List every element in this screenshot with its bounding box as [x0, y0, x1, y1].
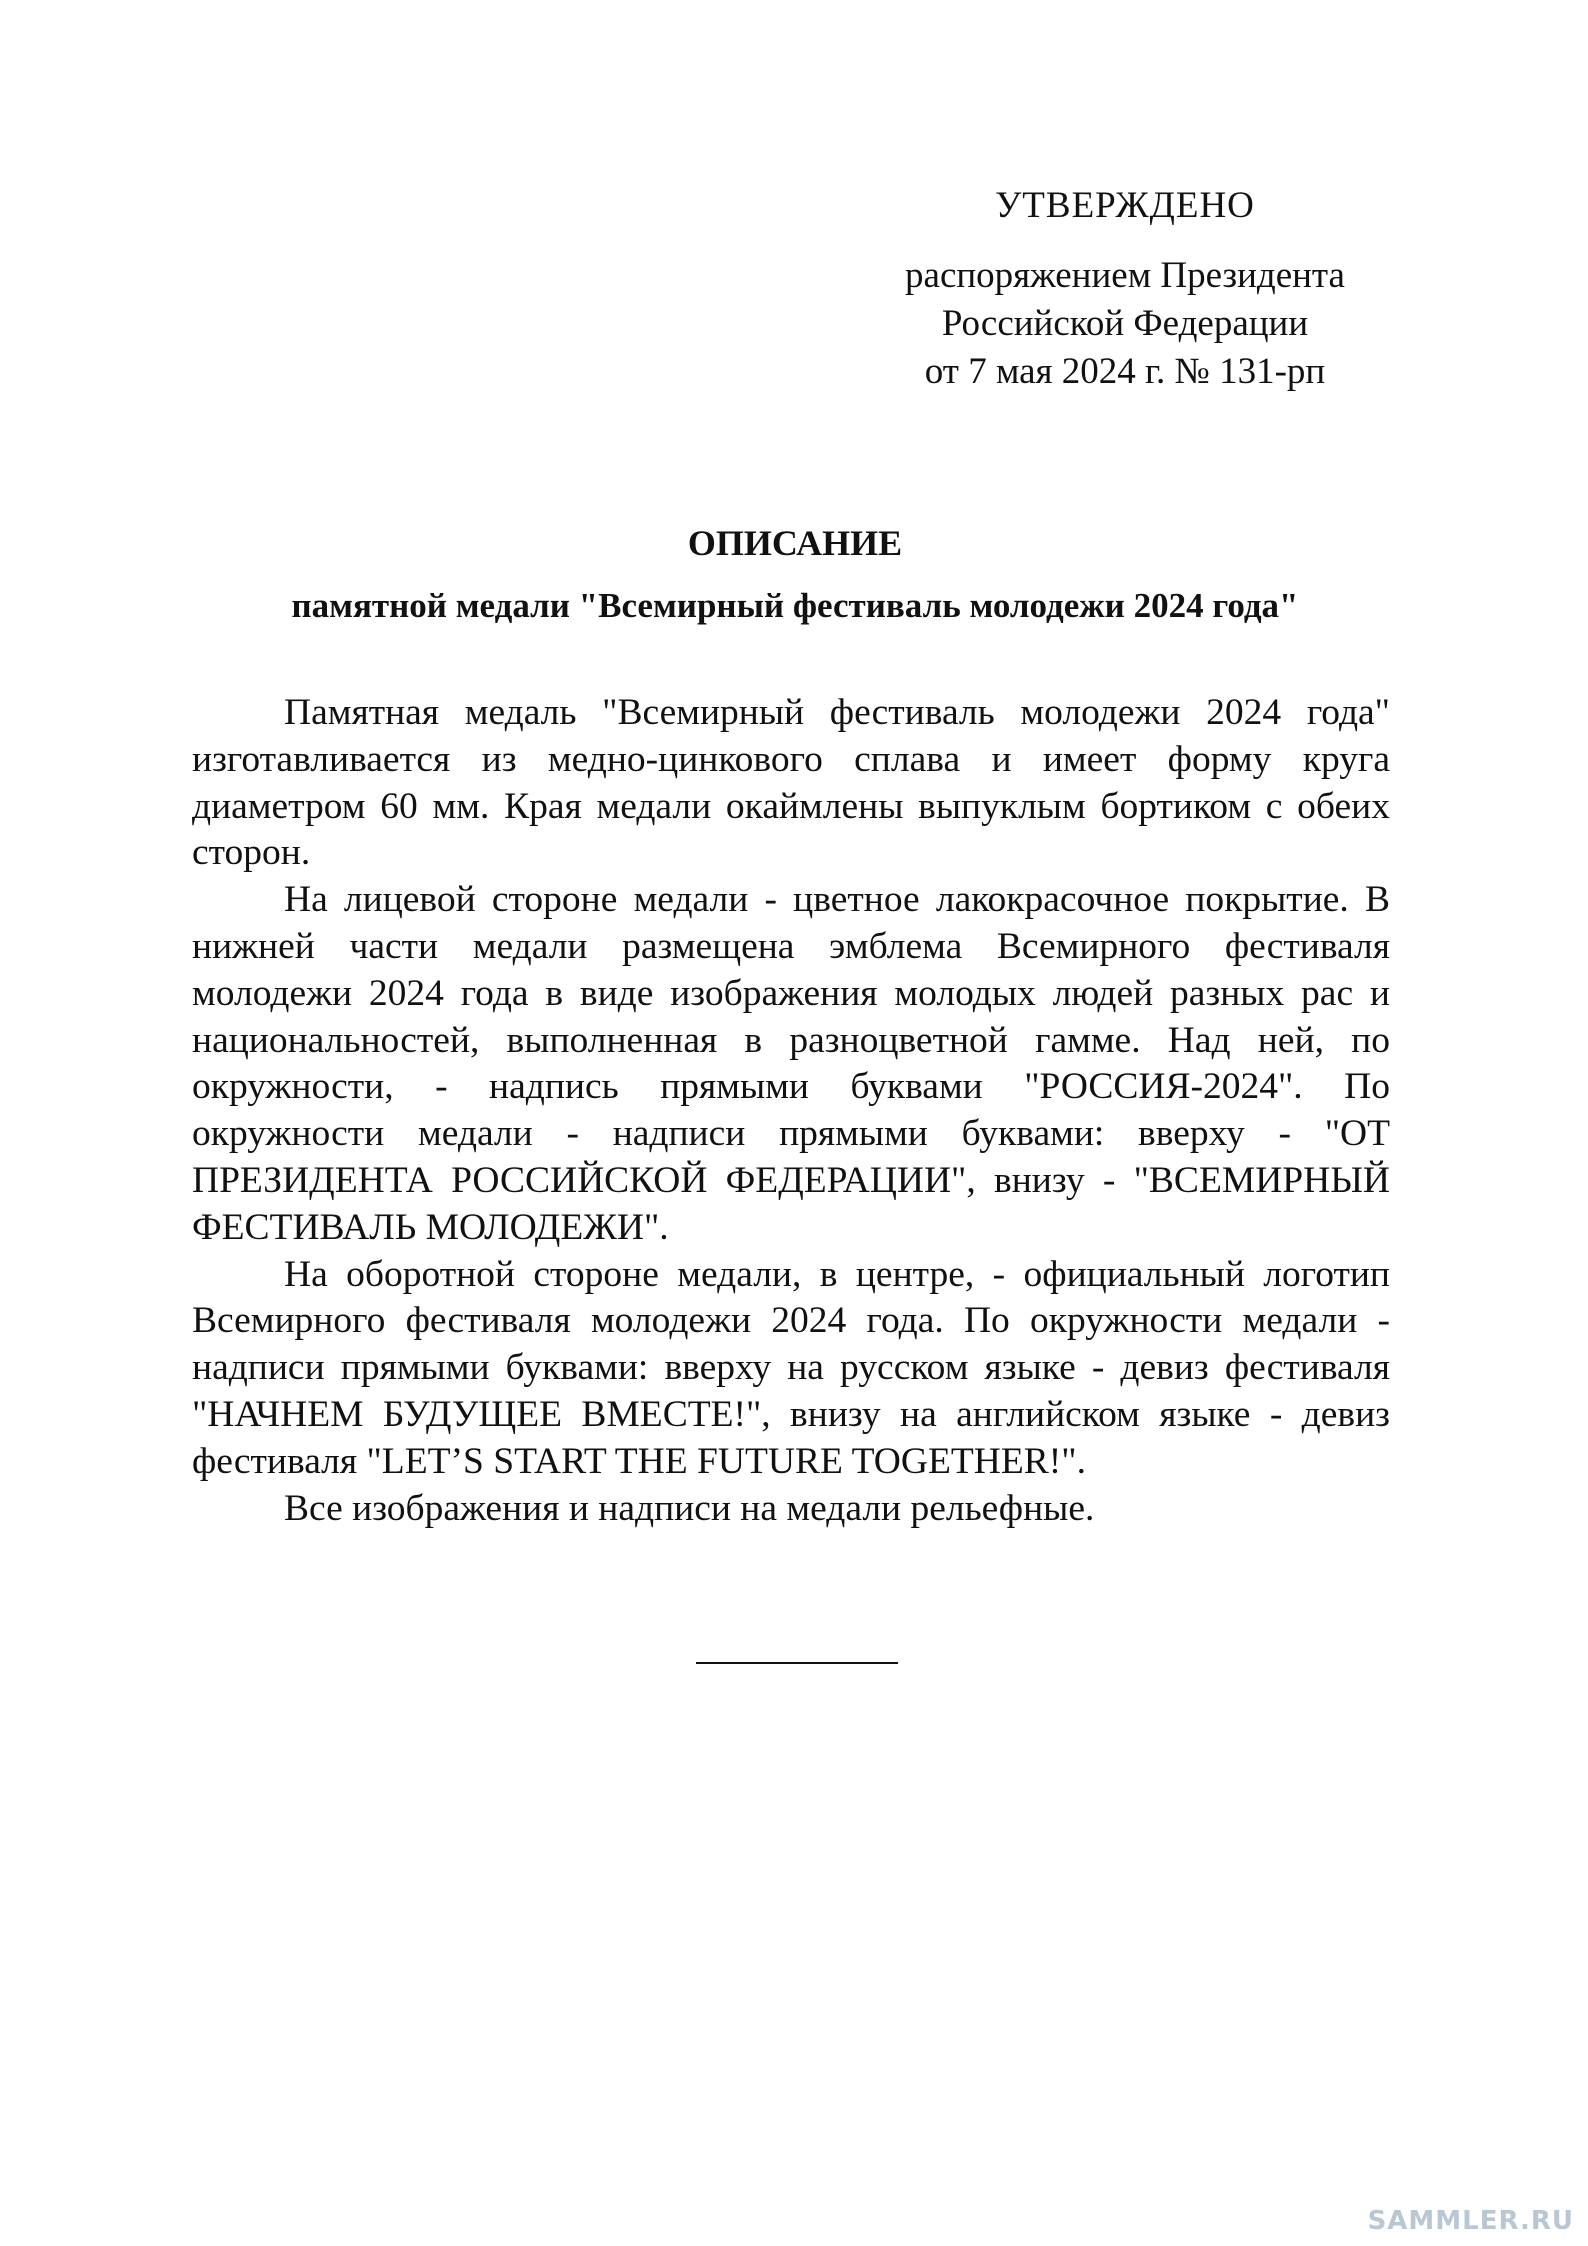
approval-block — [860, 182, 1390, 396]
document-body — [192, 690, 1390, 1532]
approval-line-1: распоряжением Президента — [905, 255, 1345, 296]
approval-line-2: Российской Федерации — [941, 303, 1309, 344]
approval-heading: УТВЕРЖДЕНО — [995, 185, 1255, 226]
paragraph-4: Все изображения и надписи на медали рельефные. — [284, 1487, 1095, 1529]
approval-line-3: от 7 мая 2024 г. № 131-рп — [924, 351, 1326, 392]
document-title: ОПИСАНИЕ — [687, 523, 903, 563]
paragraph-3: На оборотной стороне медали, в центре, - официальный логотип Всемирного фестиваля молодежи 2024 года. По окружности медали - надписи прямыми буквами: вверху на русском языке - девиз фестиваля "НАЧНЕМ БУДУЩЕЕ ВМЕСТЕ!", внизу на английском языке - девиз фестиваля "LET’S START THE FUTURE TOGETHER!". — [192, 1253, 1390, 1482]
paragraph-2: На лицевой стороне медали - цветное лакокрасочное покрытие. В нижней части медали размещена эмблема Всемирного фестиваля молодежи 2024 года в виде изображения молодых людей разных рас и национальностей, выполненная в разноцветной гамме. Над ней, по окружности, - надпись прямыми буквами "РОССИЯ-2024". По окружности медали - надписи прямыми буквами: вверху - "ОТ ПРЕЗИДЕНТА РОССИЙСКОЙ ФЕДЕРАЦИИ", внизу - "ВСЕМИРНЫЙ ФЕСТИВАЛЬ МОЛОДЕЖИ". — [192, 879, 1390, 1248]
paragraph-1: Памятная медаль "Всемирный фестиваль молодежи 2024 года" изготавливается из медно-цинкового сплава и имеет форму круга диаметром 60 мм. Края медали окаймлены выпуклым бортиком с обеих сторон. — [192, 692, 1390, 874]
document-subtitle: памятной медали "Всемирный фестиваль молодежи 2024 года" — [291, 586, 1299, 625]
closing-rule — [696, 1662, 898, 1664]
watermark: SAMMLER.RU — [1367, 2206, 1574, 2236]
